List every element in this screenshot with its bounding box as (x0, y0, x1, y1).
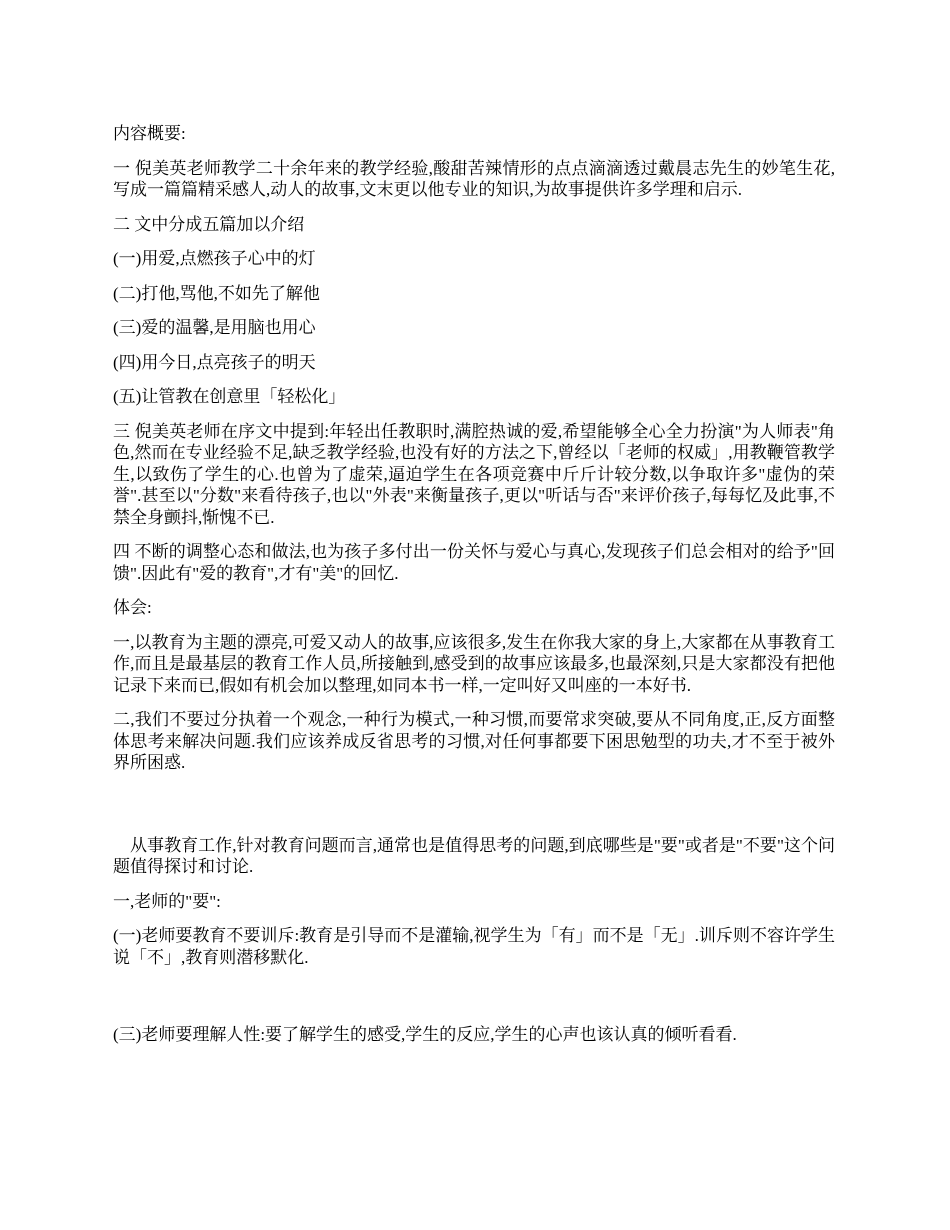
summary-heading: 内容概要: (113, 124, 186, 143)
essay-item-3: (三)老师要理解人性:要了解学生的感受,学生的反应,学生的心声也该认真的倾听看看. (113, 1025, 737, 1044)
reflection-paragraph-1: 一,以教育为主题的漂亮,可爱又动人的故事,应该很多,发生在你我大家的身上,大家都在从事教育工作,而且是最基层的教育工作人员,所接触到,感受到的故事应该最多,也最深刻,只是大家都没有把他记录下来而已,假如有机会加以整理,如同本书一样,一定叫好又叫座的一本好书. (113, 632, 835, 695)
reflection-heading: 体会: (113, 598, 152, 617)
summary-paragraph-1: 一 倪美英老师教学二十余年来的教学经验,酸甜苦辣情形的点点滴滴透过戴晨志先生的妙笔生花,写成一篇篇精采感人,动人的故事,文末更以他专业的知识,为故事提供许多学理和启示. (113, 158, 835, 199)
document-body (113, 123, 835, 1059)
section-spacer (113, 787, 835, 835)
chapter-item-5: (五)让管教在创意里「轻松化」 (113, 387, 346, 406)
essay-item-1: (一)老师要教育不要训斥:教育是引导而不是灌输,视学生为「有」而不是「无」.训斥则不容许学生说「不」,教育则潜移默化. (113, 926, 835, 967)
item-spacer (113, 981, 835, 1024)
summary-paragraph-3: 三 倪美英老师在序文中提到:年轻出任教职时,满腔热诚的爱,希望能够全心全力扮演"为人师表"角色,然而在专业经验不足,缺乏教学经验,也没有好的方法之下,曾经以「老师的权威」,用教鞭管教学生,以致伤了学生的心.也曾为了虚荣,逼迫学生在各项竞赛中斤斤计较分数,以争取许多"虚伪的荣誉".甚至以"分数"来看待孩子,也以"外表"来衡量孩子,更以"听话与否"来评价孩子,每每忆及此事,不禁全身颤抖,惭愧不已. (113, 421, 835, 527)
reflection-paragraph-2: 二,我们不要过分执着一个观念,一种行为模式,一种习惯,而要常求突破,要从不同角度,正,反方面整体思考来解决问题.我们应该养成反省思考的习惯,对任何事都要下困思勉型的功夫,才不至于被外界所困惑. (113, 710, 835, 772)
chapter-item-4: (四)用今日,点亮孩子的明天 (113, 352, 316, 372)
essay-intro: 从事教育工作,针对教育问题而言,通常也是值得思考的问题,到底哪些是"要"或者是"不要"这个问题值得探讨和讨论. (113, 835, 835, 876)
chapter-item-1: (一)用爱,点燃孩子心中的灯 (113, 249, 316, 268)
chapter-item-2: (二)打他,骂他,不如先了解他 (113, 283, 320, 303)
summary-paragraph-2: 二 文中分成五篇加以介绍 (113, 214, 305, 234)
chapter-item-3: (三)爱的温馨,是用脑也用心 (113, 318, 316, 337)
summary-paragraph-4: 四 不断的调整心态和做法,也为孩子多付出一份关怀与爱心与真心,发现孩子们总会相对的给予"回馈".因此有"爱的教育",才有"美"的回忆. (113, 542, 835, 583)
essay-heading: 一,老师的"要": (113, 891, 221, 911)
